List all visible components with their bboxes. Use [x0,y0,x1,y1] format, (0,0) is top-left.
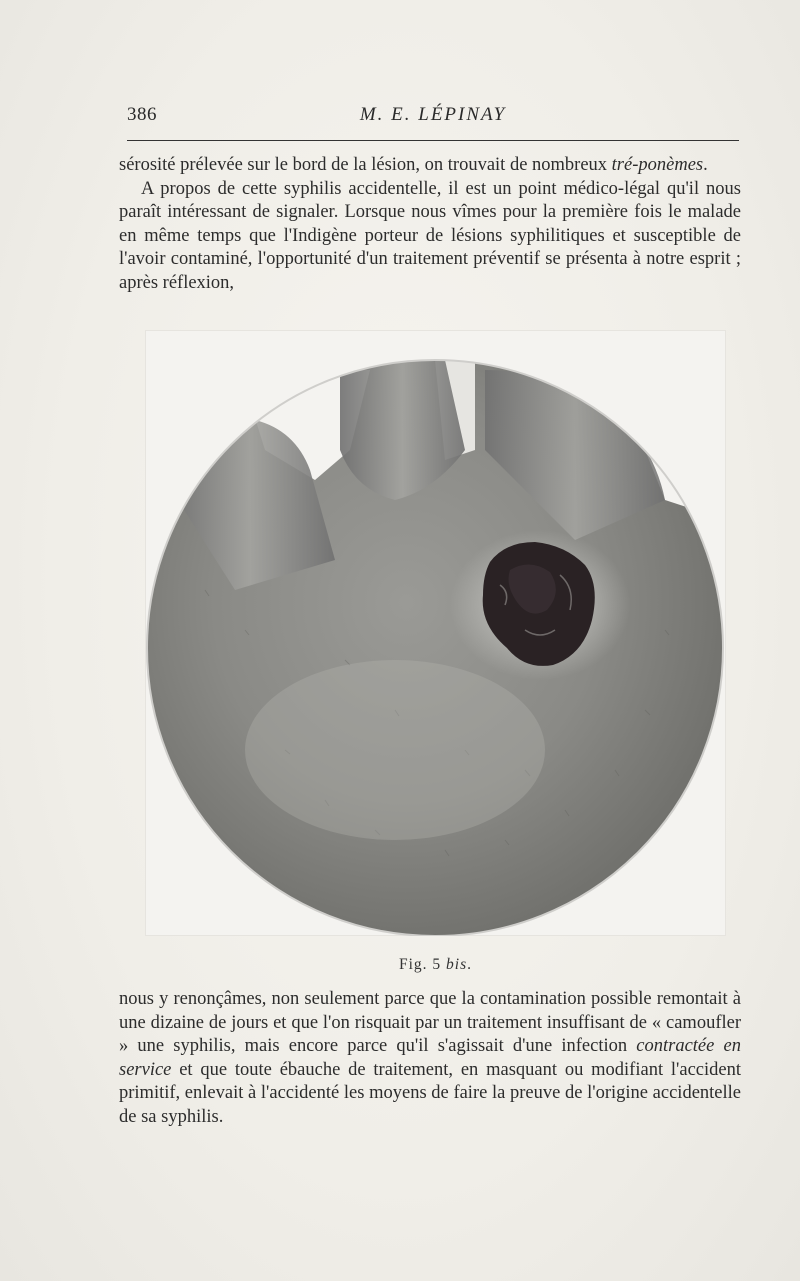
hand-lesion-photo [145,330,726,936]
paragraph-continuation-text: sérosité prélevée sur le bord de la lésion, on trouvait de nombreux [119,155,612,175]
paragraph-medico-legal: A propos de cette syphilis accidentelle, il est un point médico-légal qu'il nous paraît intéressant de signaler. Lorsque nous vîmes pour la première fois le malade en même temps que l'Indigène porteur de lésions syphilitiques et susceptible de l'avoir contaminé, l'opportunité d'un traitement préventif se présenta à notre esprit ; après réflexion, [119,178,741,293]
paragraph-bottom-text-2: et que toute ébauche de traitement, en masquant ou modifiant l'accident primitif, enlevait à l'accidenté les moyens de faire la preuve de l'origine accidentelle de sa syphilis. [119,1059,741,1127]
paragraph-continuation [119,154,741,178]
paragraph-bottom [119,988,741,1129]
italic-term-part-2: ponèmes [638,155,704,175]
caption-prefix: Fig. 5 [398,956,447,973]
top-text-block [119,154,741,295]
caption-italic: bis [446,956,468,973]
photo-circle [145,330,726,936]
page-number: 386 [127,104,157,125]
paragraph-bottom-text-1: nous y renonçâmes, non seulement parce que la contamination possible remontait à une dizaine de jours et que l'on risquait par un traitement insuffisant de « camoufler » une syphilis, mais encore parce qu'il s'agissait d'une infection [119,989,741,1056]
caption-suffix: . [467,956,473,973]
running-head [127,104,739,128]
italic-term-part-1: tré- [611,155,639,175]
running-title: M. E. LÉPINAY [359,104,507,125]
figure-photograph [145,330,726,936]
figure-caption [145,956,726,974]
paragraph-bottom-italic: contractée en service [119,1036,741,1080]
header-rule [127,140,739,141]
bottom-text-block [119,988,741,1129]
paragraph-continuation-end: . [703,155,708,175]
